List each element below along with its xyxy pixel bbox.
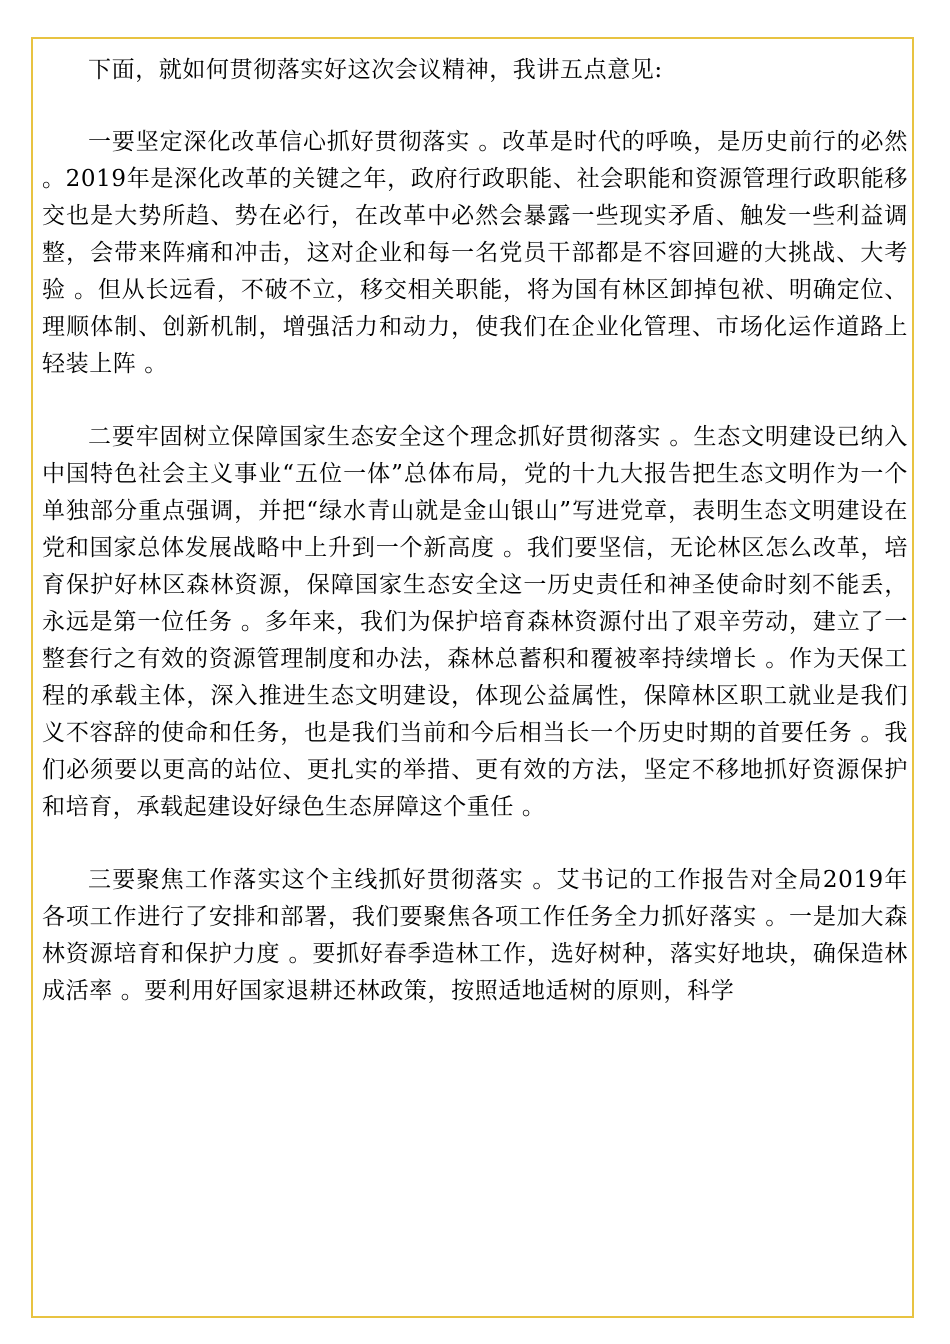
paragraph-intro: 下面，就如何贯彻落实好这次会议精神，我讲五点意见:	[88, 57, 663, 83]
paragraph-reform: 一要坚定深化改革信心抓好贯彻落实 。改革是时代的呼唤，是历史前行的必然 。2019年是深化改革的关键之年，政府行政职能、社会职能和资源管理行政职能移交也是大势所趋、势在必行，在改革中必然会暴露一些现实矛盾、触发一些利益调整，会带来阵痛和冲击，这对企业和每一名党员干部都是不容回避的大挑战、大考验 。但从长远看，不破不立，移交相关职能，将为国有林区卸掉包袱、明确定位、理顺体制、创新机制，增强活力和动力，使我们在企业化管理、市场化运作道路上轻装上阵 。	[42, 129, 908, 377]
paragraph-ecology: 二要牢固树立保障国家生态安全这个理念抓好贯彻落实 。生态文明建设已纳入中国特色社会主义事业“五位一体”总体布局，党的十九大报告把生态文明作为一个单独部分重点强调，并把“绿水青山就是金山银山”写进党章，表明生态文明建设在党和国家总体发展战略中上升到一个新高度 。我们要坚信，无论林区怎么改革，培育保护好林区森林资源，保障国家生态安全这一历史责任和神圣使命时刻不能丢，永远是第一位任务 。多年来，我们为保护培育森林资源付出了艰辛劳动，建立了一整套行之有效的资源管理制度和办法，森林总蓄积和覆被率持续增长 。作为天保工程的承载主体，深入推进生态文明建设，体现公益属性，保障林区职工就业是我们义不容辞的使命和任务，也是我们当前和今后相当长一个历史时期的首要任务 。我们必须要以更高的站位、更扎实的举措、更有效的方法，坚定不移地抓好资源保护和培育，承载起建设好绿色生态屏障这个重任 。	[42, 424, 908, 820]
document-body	[42, 52, 908, 1010]
paragraph-implementation: 三要聚焦工作落实这个主线抓好贯彻落实 。艾书记的工作报告对全局2019年各项工作进行了安排和部署，我们要聚焦各项工作任务全力抓好落实 。一是加大森林资源培育和保护力度 。要抓好春季造林工作，选好树种，落实好地块，确保造林成活率 。要利用好国家退耕还林政策，按照适地适树的原则，科学	[42, 867, 908, 1004]
